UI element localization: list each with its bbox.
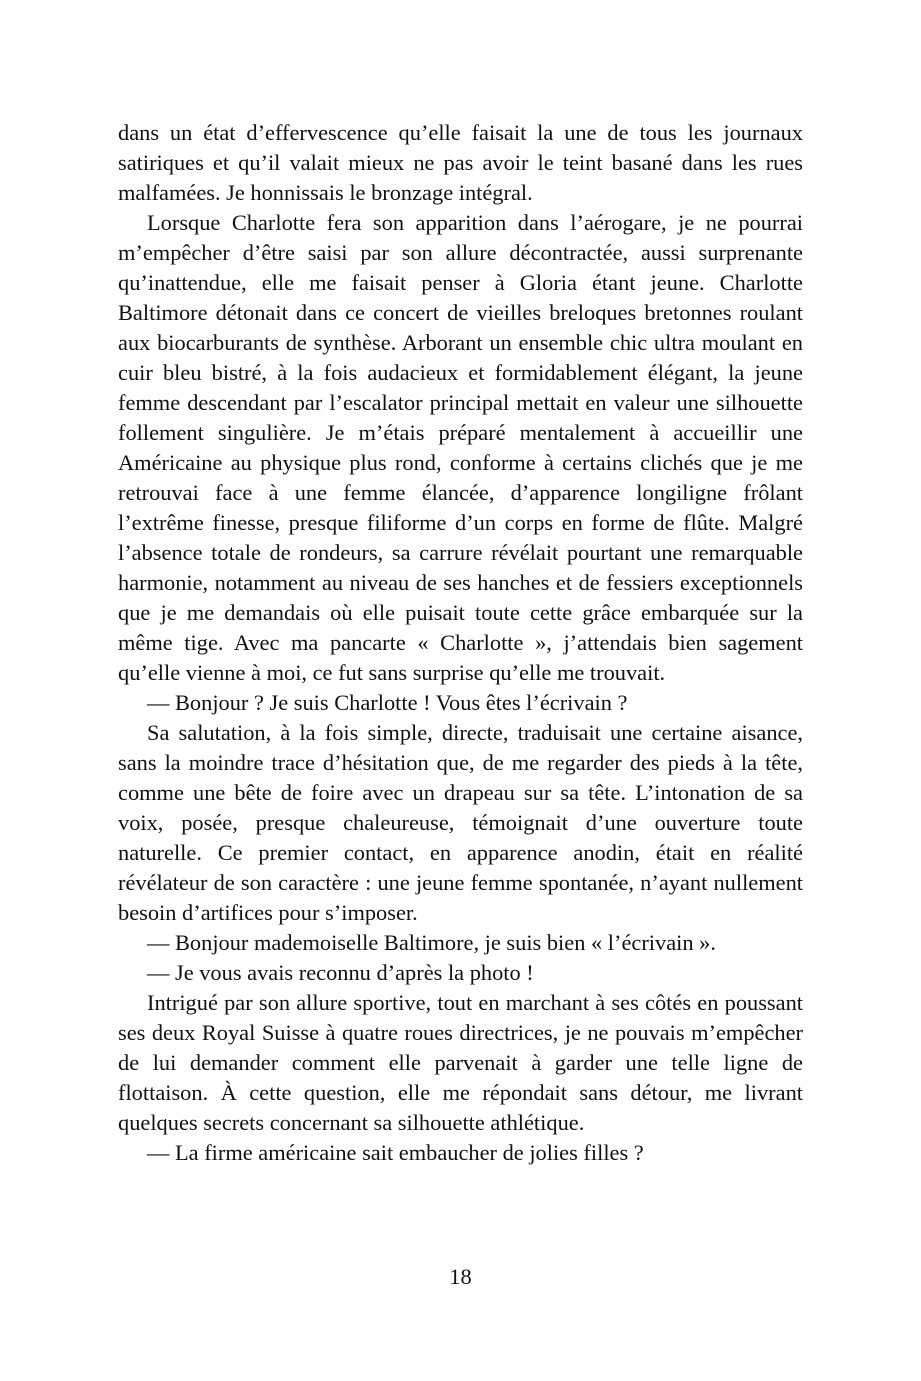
dialogue-line: — La firme américaine sait embaucher de jolies filles ? [147,1140,644,1165]
paragraph-walking: Intrigué par son allure sportive, tout en marchant à ses côtés en poussant ses deux Royal Suisse à quatre roues directrices, je ne pouvais m’empêcher de lui demander comment elle parvenait à garder une telle ligne de flottaison. À cette question, elle me répondait sans détour, me livrant quelques secrets concernant sa silhouette athlétique. [118,990,803,1135]
page-number: 18 [449,1264,472,1289]
paragraph-charlotte-arrival: Lorsque Charlotte fera son apparition dans l’aérogare, je ne pourrai m’empêcher d’être saisi par son allure décontractée, aussi surprenante qu’inattendue, elle me faisait penser à Gloria étant jeune. Charlotte Baltimore détonait dans ce concert de vieilles breloques bretonnes roulant aux biocarburants de synthèse. Arborant un ensemble chic ultra moulant en cuir bleu bistré, à la fois audacieux et formidablement élégant, la jeune femme descendant par l’escalator principal mettait en valeur une silhouette follement singulière. Je m’étais préparé mentalement à accueillir une Américaine au physique plus rond, conforme à certains clichés que je me retrouvai face à une femme élancée, d’apparence longiligne frôlant l’extrême finesse, presque filiforme d’un corps en forme de flûte. Malgré l’absence totale de rondeurs, sa carrure révélait pourtant une remarquable harmonie, notamment au niveau de ses hanches et de fessiers exceptionnels que je me demandais où elle puisait toute cette grâce embarquée sur la même tige. Avec ma pancarte « Charlotte », j’attendais bien sagement qu’elle vienne à moi, ce fut sans surprise qu’elle me trouvait. [118,210,803,685]
dialogue-line: — Bonjour mademoiselle Baltimore, je suis bien « l’écrivain ». [147,930,716,955]
paragraph-continuation: dans un état d’effervescence qu’elle faisait la une de tous les journaux satiriques et qu’il valait mieux ne pas avoir le teint basané dans les rues malfamées. Je honnissais le bronzage intégral. [118,120,803,205]
paragraph-salutation: Sa salutation, à la fois simple, directe, traduisait une certaine aisance, sans la moindre trace d’hésitation que, de me regarder des pieds à la tête, comme une bête de foire avec un drapeau sur sa tête. L’intonation de sa voix, posée, presque chaleureuse, témoignait d’une ouverture toute naturelle. Ce premier contact, en apparence anodin, était en réalité révélateur de son caractère : une jeune femme spontanée, n’ayant nullement besoin d’artifices pour s’imposer. [118,720,803,925]
dialogue-line: — Je vous avais reconnu d’après la photo ! [147,960,534,985]
page-body [118,118,803,1168]
dialogue-line: — Bonjour ? Je suis Charlotte ! Vous êtes l’écrivain ? [147,690,628,715]
